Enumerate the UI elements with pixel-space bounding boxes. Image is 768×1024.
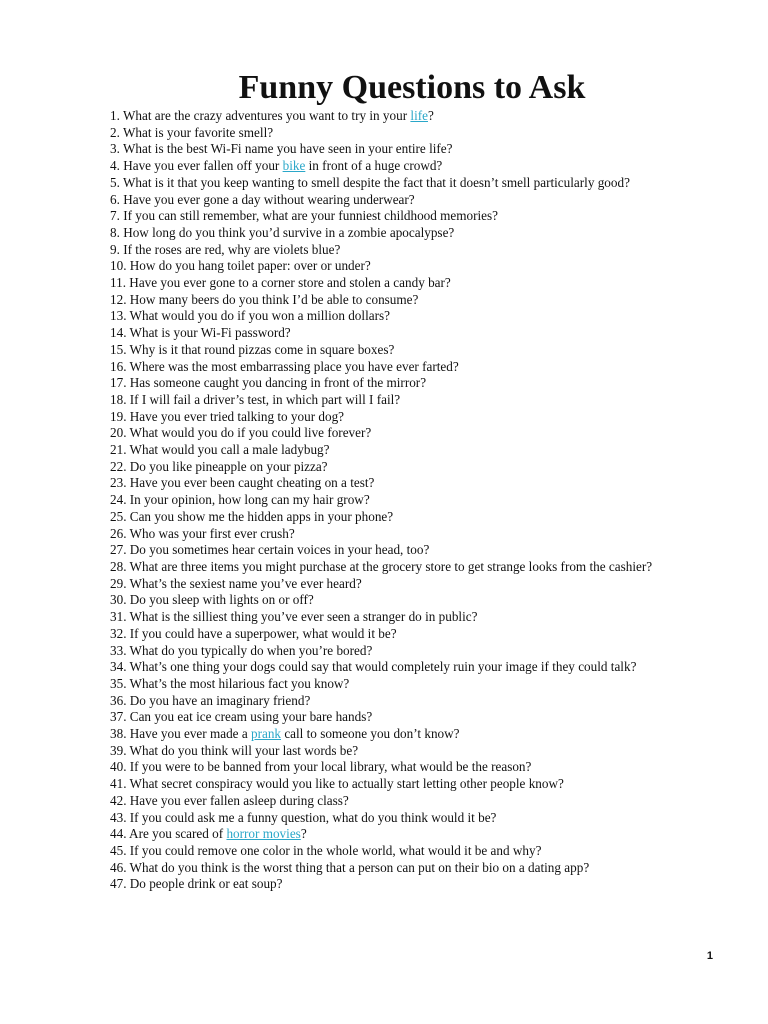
question-item [110,592,710,609]
question-text: 47. Do people drink or eat soup? [110,876,283,892]
question-item [110,225,710,242]
question-text: 6. Have you ever gone a day without wearing underwear? [110,191,415,207]
question-text: 40. If you were to be banned from your local library, what would be the reason? [110,759,532,775]
question-item [110,275,710,292]
question-text: 23. Have you ever been caught cheating on a test? [110,475,375,491]
question-text: 10. How do you hang toilet paper: over or under? [110,258,371,274]
page-title: Funny Questions to Ask [238,69,586,106]
question-text: 19. Have you ever tried talking to your dog? [110,408,345,424]
question-item [110,676,710,693]
question-item [110,192,710,209]
question-text: 14. What is your Wi-Fi password? [110,325,291,341]
question-text: 33. What do you typically do when you’re bored? [110,642,373,658]
question-text: 17. Has someone caught you dancing in front of the mirror? [110,375,427,391]
question-item [110,425,710,442]
question-item [110,158,710,175]
question-text: 7. If you can still remember, what are your funniest childhood memories? [110,208,499,224]
question-item [110,876,710,893]
question-text: 45. If you could remove one color in the whole world, what would it be and why? [110,842,542,858]
question-item [110,359,710,376]
question-item [110,659,710,676]
question-item [110,576,710,593]
question-item [110,526,710,543]
question-text: 27. Do you sometimes hear certain voices in your head, too? [110,542,430,558]
question-item [110,342,710,359]
question-text: 34. What’s one thing your dogs could say that would completely ruin your image if they could talk? [110,659,637,675]
question-link[interactable]: horror movies [226,826,301,842]
question-text: 28. What are three items you might purchase at the grocery store to get strange looks from the cashier? [110,558,653,574]
question-item [110,141,710,158]
question-text: 29. What’s the sexiest name you’ve ever heard? [110,575,362,591]
question-item [110,542,710,559]
question-item [110,509,710,526]
question-item [110,242,710,259]
question-item [110,726,710,743]
question-item [110,459,710,476]
question-text: 4. Have you ever fallen off your [110,158,283,174]
question-item [110,826,710,843]
question-text: 15. Why is it that round pizzas come in square boxes? [110,341,395,357]
question-item [110,776,710,793]
question-text: 32. If you could have a superpower, what would it be? [110,625,397,641]
question-text: call to someone you don’t know? [281,726,460,742]
question-text: 25. Can you show me the hidden apps in your phone? [110,508,394,524]
question-item [110,743,710,760]
question-text: 16. Where was the most embarrassing place you have ever farted? [110,358,459,374]
question-item [110,643,710,660]
question-item [110,860,710,877]
question-text: 9. If the roses are red, why are violets blue? [110,241,341,257]
question-text: in front of a huge crowd? [305,158,443,174]
question-item [110,693,710,710]
question-text: ? [300,826,307,842]
question-item [110,308,710,325]
question-link[interactable]: prank [250,726,282,742]
question-item [110,609,710,626]
question-text: 3. What is the best Wi-Fi name you have seen in your entire life? [110,141,453,157]
question-item [110,759,710,776]
question-item [110,793,710,810]
question-text: 30. Do you sleep with lights on or off? [110,592,314,608]
question-text: 36. Do you have an imaginary friend? [110,692,311,708]
question-list [110,108,710,893]
question-text: 46. What do you think is the worst thing that a person can put on their bio on a dating app? [110,859,590,875]
question-text: 12. How many beers do you think I’d be able to consume? [110,291,419,307]
question-text: 1. What are the crazy adventures you want to try in your [110,108,411,123]
question-item [110,492,710,509]
question-item [110,258,710,275]
question-text: 11. Have you ever gone to a corner store and stolen a candy bar? [110,275,451,291]
question-text: 37. Can you eat ice cream using your bare hands? [110,709,373,725]
question-item [110,409,710,426]
question-text: 42. Have you ever fallen asleep during class? [110,792,349,808]
question-item [110,108,710,125]
question-item [110,843,710,860]
question-item [110,626,710,643]
question-text: 24. In your opinion, how long can my hair grow? [110,492,370,508]
question-link[interactable]: bike [282,158,306,174]
question-text: 39. What do you think will your last words be? [110,742,359,758]
question-text: 21. What would you call a male ladybug? [110,442,330,458]
question-text: 26. Who was your first ever crush? [110,525,295,541]
question-item [110,125,710,142]
question-text: 38. Have you ever made a [110,726,251,742]
question-text: 18. If I will fail a driver’s test, in which part will I fail? [110,391,401,407]
question-item [110,810,710,827]
question-item [110,559,710,576]
question-item [110,325,710,342]
question-text: 35. What’s the most hilarious fact you know? [110,675,350,691]
question-item [110,292,710,309]
question-text: 41. What secret conspiracy would you like to actually start letting other people know? [110,776,564,792]
question-text: 20. What would you do if you could live forever? [110,425,372,441]
question-link[interactable]: life [410,108,428,123]
question-item [110,475,710,492]
question-text: 44. Are you scared of [110,826,227,842]
question-text: 13. What would you do if you won a million dollars? [110,308,390,324]
question-text: 22. Do you like pineapple on your pizza? [110,458,328,474]
question-item [110,175,710,192]
question-text: 2. What is your favorite smell? [110,124,274,140]
question-text: 8. How long do you think you’d survive in a zombie apocalypse? [110,224,455,240]
question-item [110,208,710,225]
question-item [110,442,710,459]
question-text: 5. What is it that you keep wanting to smell despite the fact that it doesn’t smell particularly good? [110,174,630,190]
question-item [110,709,710,726]
page-number: 1 [706,950,713,962]
question-item [110,375,710,392]
question-text: 31. What is the silliest thing you’ve ever seen a stranger do in public? [110,609,478,625]
question-text: ? [427,108,434,123]
question-item [110,392,710,409]
question-text: 43. If you could ask me a funny question, what do you think would it be? [110,809,497,825]
